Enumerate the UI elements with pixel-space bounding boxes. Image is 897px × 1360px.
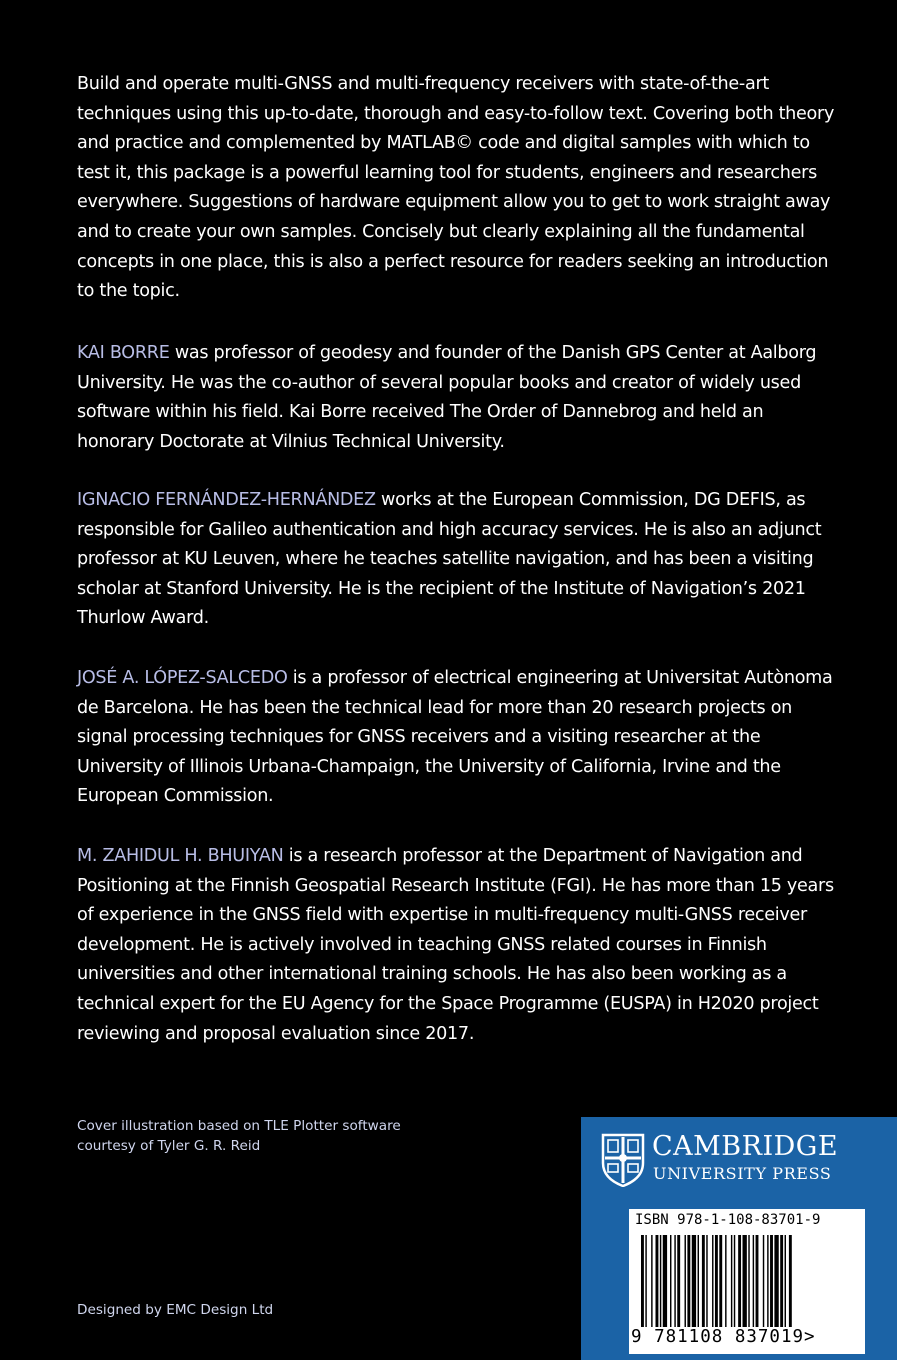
author-bio-borre bbox=[77, 339, 837, 457]
isbn-label: ISBN 978-1-108-83701-9 bbox=[635, 1212, 821, 1228]
barcode-bar bbox=[738, 1235, 741, 1327]
barcode-bar bbox=[670, 1235, 671, 1327]
barcode-digits bbox=[631, 1327, 863, 1347]
barcode-bar bbox=[677, 1235, 680, 1327]
barcode-bar bbox=[698, 1235, 699, 1327]
barcode-bar bbox=[767, 1235, 768, 1327]
barcode-bar bbox=[731, 1235, 732, 1327]
publisher-logo bbox=[601, 1131, 891, 1191]
author-bio-lopez-salcedo bbox=[77, 664, 837, 812]
barcode-bar bbox=[763, 1235, 764, 1327]
author-name: IGNACIO FERNÁNDEZ-HERNÁNDEZ bbox=[77, 490, 376, 510]
author-bio-text: is a research professor at the Department of Navigation and Positioning at the Finnish Geospatial Research Institute (FGI). He has more than 15 years of experience in the GNSS field with expertise in multi-frequency multi-GNSS receiver development. He is actively involved in teaching GNSS related courses in Finnish universities and other international training schools. He has also been working as a technical expert for the EU Agency for the Space Programme (EUSPA) in H2020 project reviewing and proposal evaluation since 2017. bbox=[77, 846, 834, 1044]
barcode-bar bbox=[743, 1235, 747, 1327]
barcode-bar bbox=[774, 1235, 778, 1327]
barcode-bar bbox=[715, 1235, 718, 1327]
barcode-bar bbox=[789, 1235, 792, 1327]
barcode-bars bbox=[629, 1235, 865, 1327]
isbn-barcode bbox=[629, 1209, 865, 1354]
barcode-bar bbox=[641, 1235, 644, 1327]
credit-line-2: courtesy of Tyler G. R. Reid bbox=[77, 1138, 261, 1154]
barcode-bar bbox=[645, 1235, 646, 1327]
credit-line-1: Cover illustration based on TLE Plotter software bbox=[77, 1118, 401, 1134]
barcode-bar bbox=[756, 1235, 759, 1327]
author-bio-bhuiyan bbox=[77, 842, 837, 1049]
author-name: JOSÉ A. LÓPEZ-SALCEDO bbox=[77, 668, 288, 688]
publisher-panel bbox=[581, 1117, 897, 1360]
barcode-bar bbox=[702, 1235, 705, 1327]
barcode-bar bbox=[660, 1235, 661, 1327]
author-name: M. ZAHIDUL H. BHUIYAN bbox=[77, 846, 284, 866]
author-bio-fernandez-hernandez bbox=[77, 486, 837, 634]
author-name: KAI BORRE bbox=[77, 343, 170, 363]
barcode-bar bbox=[780, 1235, 783, 1327]
barcode-bar bbox=[706, 1235, 707, 1327]
designer-credit: Designed by EMC Design Ltd bbox=[77, 1302, 274, 1318]
barcode-bar bbox=[692, 1235, 696, 1327]
publisher-subtitle: UNIVERSITY PRESS bbox=[653, 1164, 832, 1183]
author-bio-text: is a professor of electrical engineering at Universitat Autònoma de Barcelona. He has been the technical lead for more than 20 research projects on signal processing techniques for GNSS receivers and a visiting researcher at the University of Illinois Urbana-Champaign, the University of California, Irvine and the European Commission. bbox=[77, 668, 833, 807]
barcode-bar bbox=[685, 1235, 686, 1327]
barcode-number: 9 781108 837019 bbox=[631, 1327, 805, 1347]
author-bio-text: was professor of geodesy and founder of the Danish GPS Center at Aalborg University. He was the co-author of several popular books and creator of widely used software within his field. Kai Borre received The Order of Dannebrog and held an honorary Doctorate at Vilnius Technical University. bbox=[77, 343, 817, 452]
barcode-bar bbox=[748, 1235, 749, 1327]
barcode-bar bbox=[663, 1235, 667, 1327]
barcode-arrow: > bbox=[804, 1327, 816, 1347]
barcode-bar bbox=[712, 1235, 713, 1327]
barcode-bar bbox=[674, 1235, 675, 1327]
publisher-name: CAMBRIDGE bbox=[652, 1131, 839, 1162]
barcode-bar bbox=[687, 1235, 690, 1327]
cover-illustration-credit bbox=[77, 1116, 401, 1156]
barcode-bar bbox=[656, 1235, 659, 1327]
barcode-bar bbox=[719, 1235, 722, 1327]
barcode-bar bbox=[734, 1235, 735, 1327]
shield-icon bbox=[601, 1133, 645, 1187]
barcode-bar bbox=[753, 1235, 754, 1327]
barcode-bar bbox=[725, 1235, 726, 1327]
barcode-bar bbox=[651, 1235, 652, 1327]
barcode-bar bbox=[770, 1235, 773, 1327]
book-description: Build and operate multi-GNSS and multi-frequency receivers with state-of-the-art techniques using this up-to-date, thorough and easy-to-follow text. Covering both theory and practice and complemented by MATLAB© code and digital samples with which to test it, this package is a powerful learning tool for students, engineers and researchers everywhere. Suggestions of hardware equipment allow you to get to work straight away and to create your own samples. Concisely but clearly explaining all the fundamental concepts in one place, this is also a perfect resource for readers seeking an introduction to the topic. bbox=[77, 74, 835, 302]
barcode-bar bbox=[785, 1235, 786, 1327]
author-bio-text: works at the European Commission, DG DEFIS, as responsible for Galileo authentication and high accuracy services. He is also an adjunct professor at KU Leuven, where he teaches satellite navigation, and has been a visiting scholar at Stanford University. He is the recipient of the Institute of Navigation’s 2021 Thurlow Award. bbox=[77, 490, 822, 629]
